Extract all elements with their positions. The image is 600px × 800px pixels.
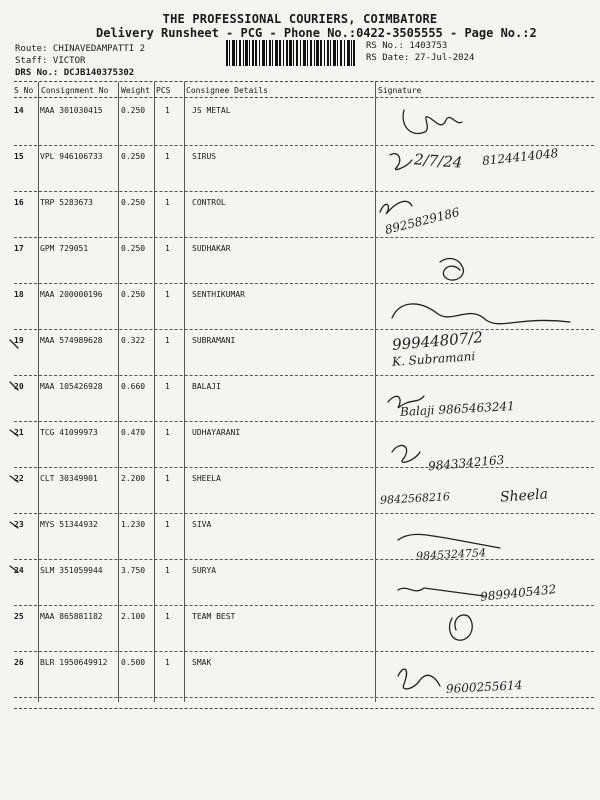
row-consignee: SUBRAMANI (192, 336, 236, 345)
row-weight: 0.250 (121, 290, 146, 299)
row-consignment-no: MAA 865881182 (40, 612, 103, 621)
table-row (0, 514, 600, 560)
row-weight: 3.750 (121, 566, 146, 575)
row-weight: 0.250 (121, 152, 146, 161)
row-weight: 0.500 (121, 658, 146, 667)
handwritten-date: 2/7/24 (413, 150, 463, 172)
row-consignee: SIVA (192, 520, 212, 529)
table-row (0, 238, 600, 284)
header-top-rule (14, 81, 594, 82)
handwritten-phone: 9600255614 (445, 678, 523, 696)
col-header-weight: Weight (121, 86, 150, 95)
row-pcs: 1 (165, 244, 170, 253)
row-pcs: 1 (165, 382, 170, 391)
row-pcs: 1 (165, 106, 170, 115)
handwritten-phone: 9845324754 (415, 546, 487, 563)
row-consignee: BALAJI (192, 382, 221, 391)
handwritten-phone: 8124414048 (481, 146, 559, 168)
table-row (0, 376, 600, 422)
col-header-pcs: PCS (156, 86, 171, 95)
row-pcs: 1 (165, 566, 170, 575)
rs-number: RS No.: 1403753 (366, 41, 448, 51)
row-sno: 20 (14, 382, 24, 391)
handwritten-phone: 99944807/2 (391, 328, 484, 354)
row-consignment-no: BLR 1950649912 (40, 658, 108, 667)
row-consignment-no: TCG 41099973 (40, 428, 98, 437)
row-pcs: 1 (165, 152, 170, 161)
row-weight: 0.322 (121, 336, 146, 345)
row-consignment-no: MAA 200000196 (40, 290, 103, 299)
row-consignee: SENTHIKUMAR (192, 290, 245, 299)
handwritten-phone: 8925829186 (383, 204, 461, 238)
row-consignee: CONTROL (192, 198, 226, 207)
row-consignment-no: MAA 301030415 (40, 106, 103, 115)
col-header-consignment: Consignment No (41, 86, 109, 95)
route-label: Route: CHINAVEDAMPATTI 2 (15, 44, 146, 54)
row-pcs: 1 (165, 198, 170, 207)
row-sno: 21 (14, 428, 24, 437)
row-sno: 16 (14, 198, 24, 207)
row-weight: 0.250 (121, 198, 146, 207)
header-bottom-rule (14, 97, 594, 98)
handwritten-name: Sheela (499, 486, 549, 506)
table-row (0, 192, 600, 238)
row-sno: 24 (14, 566, 24, 575)
table-row (0, 284, 600, 330)
row-weight: 0.660 (121, 382, 146, 391)
row-pcs: 1 (165, 520, 170, 529)
table-row (0, 422, 600, 468)
row-weight: 0.250 (121, 244, 146, 253)
row-sno: 23 (14, 520, 24, 529)
row-divider (14, 697, 594, 698)
runsheet-subtitle: Delivery Runsheet - PCG - Phone No.:0422-3505555 - Page No.:2 (96, 26, 537, 40)
row-consignee: SMAK (192, 658, 212, 667)
rs-date: RS Date: 27-Jul-2024 (366, 53, 475, 63)
row-consignment-no: VPL 946106733 (40, 152, 103, 161)
row-sno: 18 (14, 290, 24, 299)
row-consignment-no: TRP 5283673 (40, 198, 93, 207)
row-consignment-no: MAA 574989628 (40, 336, 103, 345)
staff-label: Staff: VICTOR (15, 56, 86, 66)
table-row (0, 330, 600, 376)
col-header-sno: S No (14, 86, 34, 95)
row-weight: 0.470 (121, 428, 146, 437)
row-weight: 1.230 (121, 520, 146, 529)
row-weight: 0.250 (121, 106, 146, 115)
company-title: THE PROFESSIONAL COURIERS, COIMBATORE (162, 12, 438, 26)
table-row (0, 606, 600, 652)
handwritten-phone: 9843342163 (427, 452, 505, 474)
handwritten-signature: Balaji 9865463241 (399, 399, 515, 419)
handwritten-phone: 9899405432 (479, 582, 557, 604)
row-pcs: 1 (165, 428, 170, 437)
row-sno: 22 (14, 474, 24, 483)
table-row (0, 468, 600, 514)
row-sno: 14 (14, 106, 24, 115)
row-consignment-no: GPM 729051 (40, 244, 89, 253)
table-row (0, 100, 600, 146)
table-row (0, 652, 600, 698)
row-pcs: 1 (165, 658, 170, 667)
row-pcs: 1 (165, 612, 170, 621)
row-consignee: SUDHAKAR (192, 244, 231, 253)
row-sno: 26 (14, 658, 24, 667)
row-consignee: SHEELA (192, 474, 221, 483)
row-consignee: SIRUS (192, 152, 217, 161)
col-header-consignee: Consignee Details (186, 86, 268, 95)
row-weight: 2.100 (121, 612, 146, 621)
row-consignee: UDHAYARANI (192, 428, 241, 437)
row-sno: 17 (14, 244, 24, 253)
row-sno: 25 (14, 612, 24, 621)
row-consignment-no: SLM 351059944 (40, 566, 103, 575)
row-consignee: SURYA (192, 566, 217, 575)
drs-number: DRS No.: DCJB140375302 (15, 68, 135, 78)
table-row (0, 560, 600, 606)
row-pcs: 1 (165, 336, 170, 345)
col-header-signature: Signature (378, 86, 422, 95)
barcode-image (226, 40, 356, 66)
row-consignee: TEAM BEST (192, 612, 236, 621)
handwritten-name: K. Subramani (391, 349, 476, 369)
row-consignment-no: MAA 105426928 (40, 382, 103, 391)
footer-rule (14, 708, 594, 709)
row-consignment-no: CLT 30349901 (40, 474, 98, 483)
row-consignment-no: MYS 51344932 (40, 520, 98, 529)
row-consignee: JS METAL (192, 106, 231, 115)
row-pcs: 1 (165, 290, 170, 299)
row-weight: 2.200 (121, 474, 146, 483)
row-sno: 19 (14, 336, 24, 345)
table-row (0, 146, 600, 192)
row-sno: 15 (14, 152, 24, 161)
handwritten-phone: 9842568216 (379, 490, 451, 507)
row-pcs: 1 (165, 474, 170, 483)
